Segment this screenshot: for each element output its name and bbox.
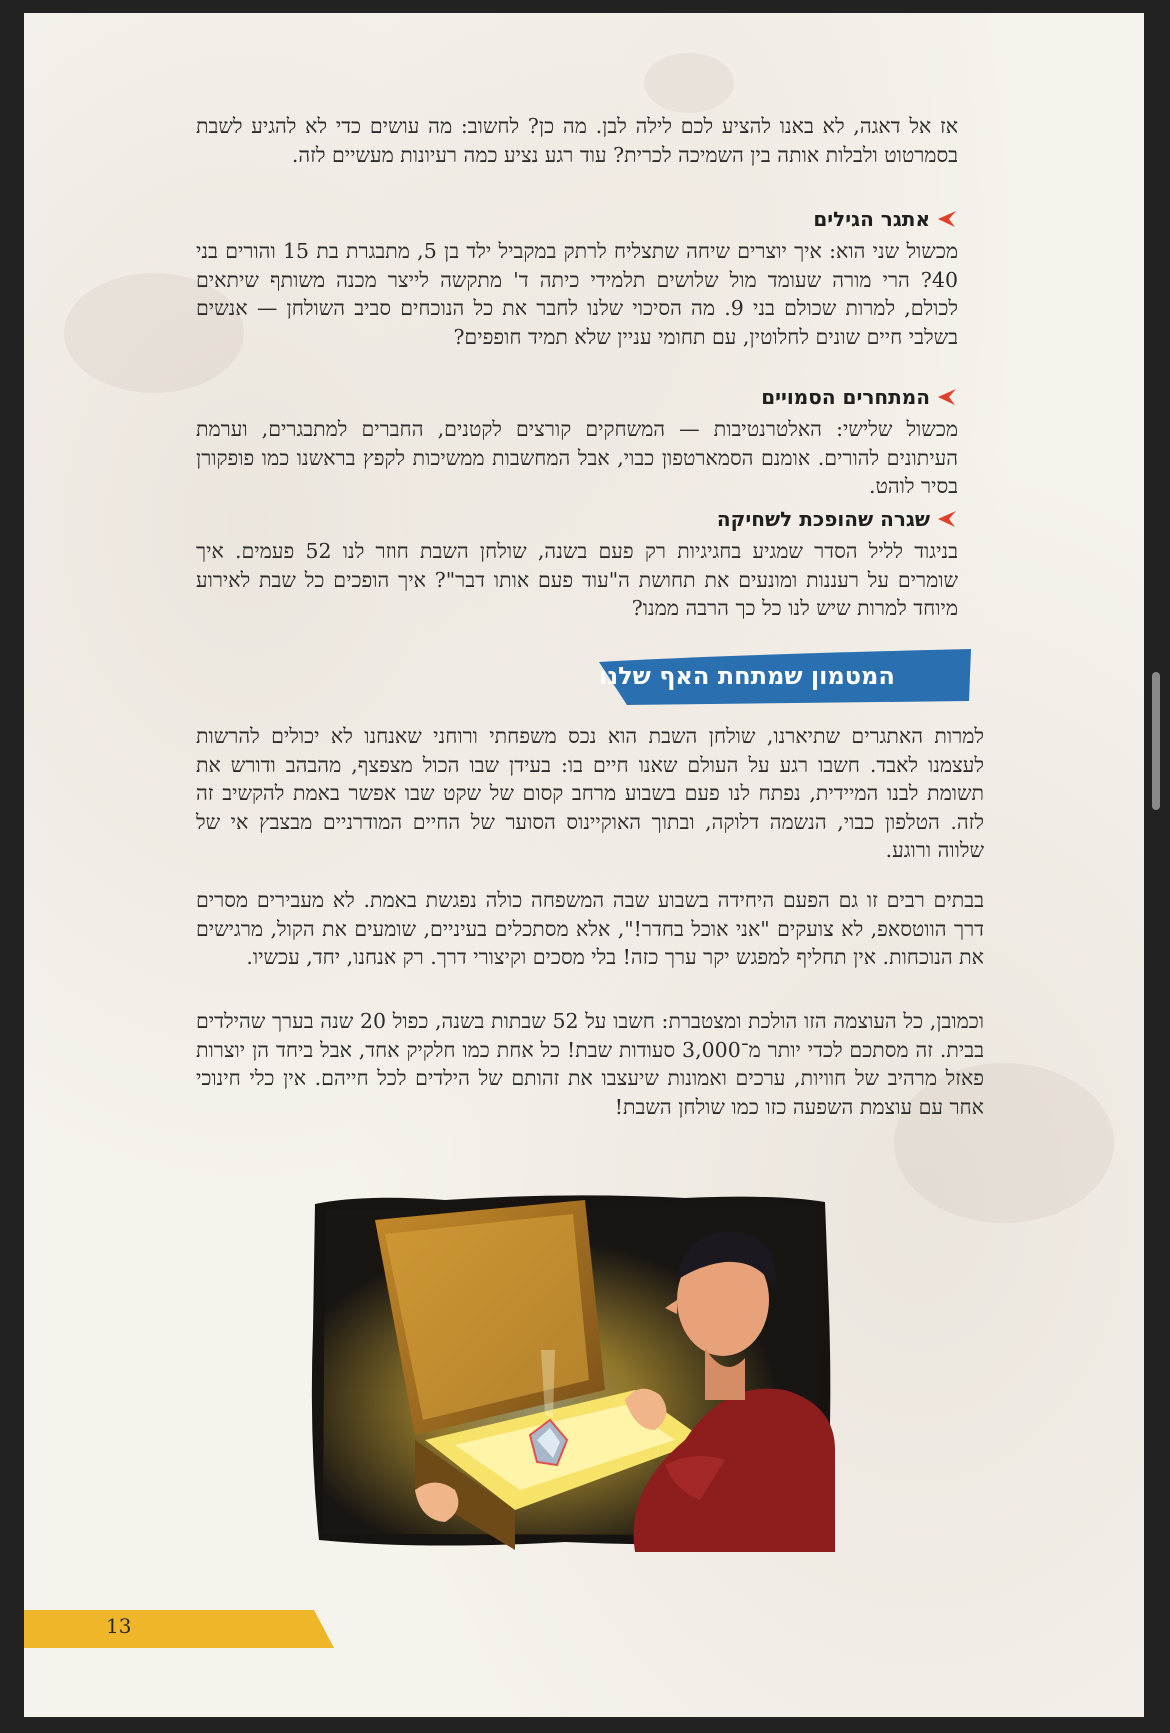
intro-paragraph (196, 112, 958, 169)
treasure-chest-illustration (305, 1190, 835, 1552)
bullet-arrow-icon (936, 509, 958, 529)
intro-text: אז אל דאגה, לא באנו להציע לכם לילה לבן. מה כן? לחשוב: מה עושים כדי לא להגיע לשבת בסמרטוט ולבלות אותה בין השמיכה לכרית? עוד רגע נציע כמה רעיונות מעשיים לזה. (196, 114, 958, 167)
routine-heading: שגרה שהופכת לשחיקה (716, 507, 930, 531)
competitors-text: מכשול שלישי: האלטרנטיבות — המשחקים קורצים לקטנים, החברים למתבגרים, וערמת העיתונים להורים. אומנם הסמארטפון כבוי, אבל המחשבות ממשיכות לקפץ בראשנו כמו פופקורן בסיר לוהט. (196, 417, 958, 498)
scrollbar-track[interactable] (1152, 13, 1162, 1717)
page-number: 13 (106, 1614, 132, 1638)
document-page (24, 13, 1144, 1717)
section-text-2: בבתים רבים זו גם הפעם היחידה בשבוע שבה המשפחה כולה נפגשת באמת. לא מעבירים מסרים דרך הווטסאפ, לא צועקים "אני אוכל בחדר!", אלא מסתכלים בעיניים, שומעים את הקול, מרגישים את הנוכחות. אין תחליף למפגש יקר ערך כזה! בלי מסכים וקיצורי דרך. רק אנחנו, יחד, עכשיו. (196, 888, 984, 969)
ages-heading-row (196, 207, 958, 231)
bullet-arrow-icon (936, 209, 958, 229)
paper-texture (644, 53, 734, 113)
competitors-heading-row (196, 385, 958, 409)
ages-text: מכשול שני הוא: איך יוצרים שיחה שתצליח לרתק במקביל ילד בן 5, מתבגרת בת 15 והורים בני 40? הרי מורה שעומד מול שלושים תלמידי כיתה ד' מתקשה לייצר מכנה משותף שיתאים לכולם, למרות שכולם בני 9. מה הסיכוי שלנו לחבר את כל הנוכחים סביב השולחן — אנשים בשלבי חיים שונים לחלוטין, עם תחומי עניין שלא תמיד חופפים? (196, 239, 958, 349)
section-paragraph-1 (196, 722, 984, 865)
ages-heading: אתגר הגילים (813, 207, 930, 231)
scrollbar-thumb[interactable] (1152, 672, 1160, 810)
routine-heading-row (196, 507, 958, 531)
section-text-3: וכמובן, כל העוצמה הזו הולכת ומצטברת: חשבו על 52 שבתות בשנה, כפול 20 שנה בערך שהילדים בבית. זה מסתכם לכדי יותר מ־3,000 סעודות שבת! כל אחת כמו חלקיק אחד, אבל ביחד הן יוצרות פאזל מרהיב של חוויות, ערכים ואמונות שיעצבו את זהותם של הילדים לכל חייהם. אין כלי חינוכי אחר עם עוצמת השפעה כזו כמו שולחן השבת! (196, 1009, 985, 1119)
section-paragraph-3 (196, 1007, 984, 1121)
competitors-heading: המתחרים הסמויים (761, 385, 930, 409)
footer-bar (24, 1610, 334, 1648)
routine-text: בניגוד לליל הסדר שמגיע בחגיגיות רק פעם בשנה, שולחן השבת חוזר לנו 52 פעמים. איך שומרים על רעננות ומונעים את תחושת ה"עוד פעם אותו דבר"? איך הופכים כל שבת לאירוע מיוחד למרות שיש לנו כל כך הרבה ממנו? (196, 539, 958, 620)
bullet-arrow-icon (936, 387, 958, 407)
section-paragraph-2 (196, 886, 984, 972)
routine-paragraph (196, 537, 958, 623)
section-title: המטמון שמתחת האף שלנו (599, 662, 895, 690)
competitors-paragraph (196, 415, 958, 501)
ages-paragraph (196, 237, 958, 351)
section-text-1: למרות האתגרים שתיארנו, שולחן השבת הוא נכס משפחתי ורוחני שאנחנו לא יכולים להרשות לעצמנו לאבד. חשבו רגע על העולם שאנו חיים בו: בעידן שבו הכול מצפצף, מהבהב ודורש את תשומת לבנו המיידית, נפתח לנו פעם בשבוע מרחב קסום של שקט שבו אפשר באמת להקשיב זה לזה. הטלפון כבוי, הנשמה דלוקה, ובתוך האוקיינוס הסוער של החיים המודרניים מבצבץ אי של שלווה ורוגע. (196, 724, 984, 862)
